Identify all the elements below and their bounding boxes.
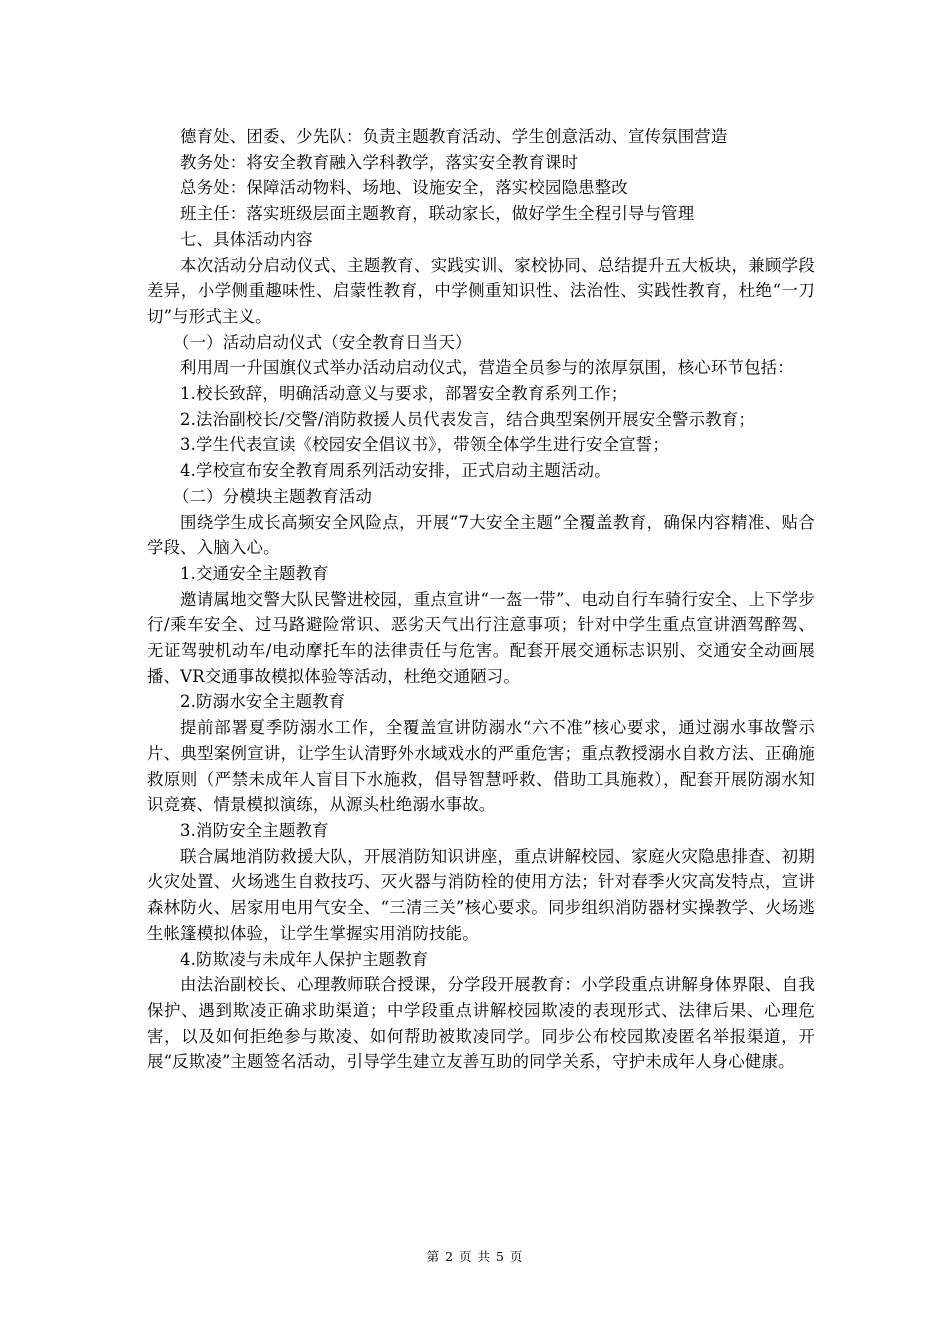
paragraph: （二）分模块主题教育活动 — [173, 486, 373, 506]
footer-suffix: 页 — [509, 1249, 524, 1264]
paragraph: 1.校长致辞，明确活动意义与要求，部署安全教育系列工作； — [180, 384, 628, 404]
paragraph: 1.交通安全主题教育 — [180, 563, 329, 583]
document-body — [147, 124, 815, 1075]
paragraph: 邀请属地交警大队民警进校园，重点宣讲“一盔一带”、电动自行车骑行安全、上下学步行/乘车安全、过马路避险常识、恶劣天气出行注意事项；针对中学生重点宣讲酒驾醉驾、无证驾驶机动车/电动摩托车的法律责任与危害。配套开展交通标志识别、交通安全动画展播、VR交通事故模拟体验等活动，杜绝交通陋习。 — [147, 589, 815, 686]
paragraph: 由法治副校长、心理教师联合授课，分学段开展教育：小学段重点讲解身体界限、自我保护、遇到欺凌正确求助渠道；中学段重点讲解校园欺凌的表现形式、法律后果、心理危害，以及如何拒绝参与欺凌、如何帮助被欺凌同学。同步公布校园欺凌匿名举报渠道，开展“反欺凌”主题签名活动，引导学生建立友善互助的同学关系，守护未成年人身心健康。 — [147, 975, 815, 1072]
paragraph: 联合属地消防救援大队，开展消防知识讲座，重点讲解校园、家庭火灾隐患排查、初期火灾处置、火场逃生自救技巧、灭火器与消防栓的使用方法；针对春季火灾高发特点，宣讲森林防火、居家用电用气安全、“三清三关”核心要求。同步组织消防器材实操教学、火场逃生帐篷模拟体验，让学生掌握实用消防技能。 — [147, 846, 815, 943]
paragraph: 提前部署夏季防溺水工作，全覆盖宣讲防溺水“六不准”核心要求，通过溺水事故警示片、典型案例宣讲，让学生认清野外水域戏水的严重危害；重点教授溺水自救方法、正确施救原则（严禁未成年人盲目下水施救，倡导智慧呼救、借助工具施救），配套开展防溺水知识竞赛、情景模拟演练，从源头杜绝溺水事故。 — [147, 718, 815, 815]
paragraph: （一）活动启动仪式（安全教育日当天） — [173, 332, 472, 352]
paragraph: 3.学生代表宣读《校园安全倡议书》，带领全体学生进行安全宣誓； — [180, 435, 669, 455]
paragraph: 4.学校宣布安全教育周系列活动安排，正式启动主题活动。 — [180, 461, 611, 481]
paragraph: 3.消防安全主题教育 — [180, 820, 329, 840]
paragraph: 2.防溺水安全主题教育 — [180, 692, 346, 712]
paragraph: 本次活动分启动仪式、主题教育、实践实训、家校协同、总结提升五大板块，兼顾学段差异，小学侧重趣味性、启蒙性教育，中学侧重知识性、法治性、实践性教育，杜绝“一刀切”与形式主义。 — [147, 255, 815, 326]
paragraph: 德育处、团委、少先队：负责主题教育活动、学生创意活动、宣传氛围营造 — [180, 127, 728, 146]
footer-total-pages: 5 — [495, 1249, 505, 1264]
footer-middle: 页 共 — [459, 1249, 491, 1264]
page-number-footer — [0, 1247, 950, 1265]
paragraph: 4.防欺凌与未成年人保护主题教育 — [180, 949, 429, 969]
paragraph: 教务处：将安全教育融入学科教学，落实安全教育课时 — [180, 152, 579, 172]
paragraph: 利用周一升国旗仪式举办活动启动仪式，营造全员参与的浓厚氛围，核心环节包括： — [180, 358, 794, 378]
paragraph: 七、具体活动内容 — [180, 229, 313, 249]
paragraph: 围绕学生成长高频安全风险点，开展“7大安全主题”全覆盖教育，确保内容精准、贴合学段、入脑入心。 — [147, 512, 815, 558]
footer-current-page: 2 — [445, 1249, 455, 1264]
footer-prefix: 第 — [426, 1249, 441, 1264]
paragraph: 2.法治副校长/交警/消防救援人员代表发言，结合典型案例开展安全警示教育； — [180, 409, 755, 429]
paragraph: 班主任：落实班级层面主题教育，联动家长，做好学生全程引导与管理 — [180, 204, 695, 224]
paragraph: 总务处：保障活动物料、场地、设施安全，落实校园隐患整改 — [180, 178, 628, 198]
